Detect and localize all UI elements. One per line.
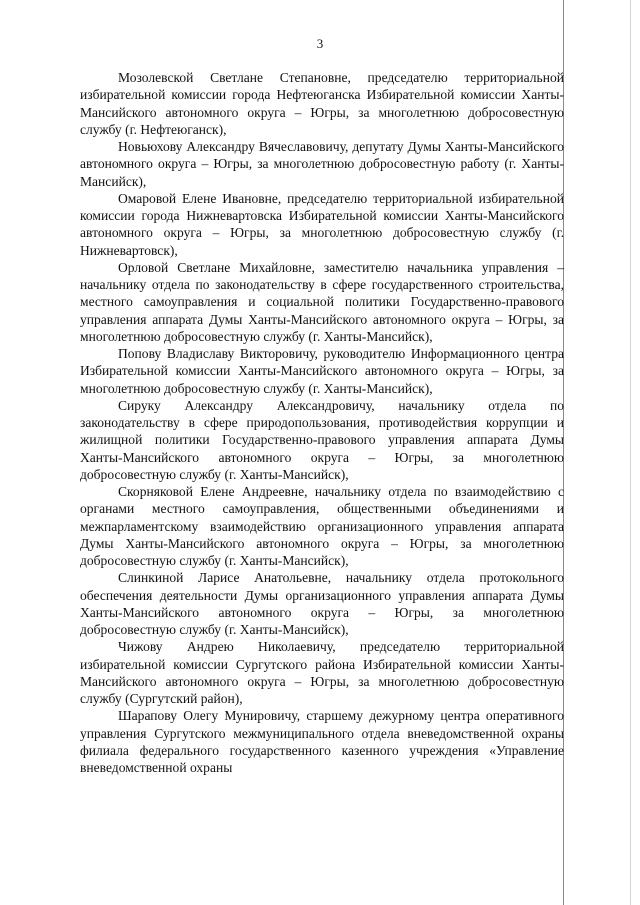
award-paragraph-chizhov: Чижову Андрею Николаевичу, председателю территориальной избирательной комиссии Сургутского района Избирательной комиссии Ханты-Мансийского автономного округа – Югры, за многолетнюю добросовестную службу (Сургутский район), xyxy=(80,639,564,706)
document-body xyxy=(80,69,564,776)
award-paragraph-popov: Попову Владиславу Викторовичу, руководителю Информационного центра Избирательной комиссии Ханты-Мансийского автономного округа – Югры, за многолетнюю добросовестную службу (г. Ханты-Мансийск), xyxy=(80,346,564,396)
award-paragraph-mozolevskaya: Мозолевской Светлане Степановне, председателю территориальной избирательной комиссии города Нефтеюганска Избирательной комиссии Ханты-Мансийского автономного округа – Югры, за многолетнюю добросовестную службу (г. Нефтеюганск), xyxy=(80,70,564,137)
award-paragraph-sharapov: Шарапову Олегу Мунировичу, старшему дежурному центра оперативного управления Сургутского межмуниципального отдела вневедомственной охраны филиала федерального государственного казенного учреждения «Управление вневедомственной охраны xyxy=(80,708,564,775)
scan-edge-line xyxy=(630,0,631,905)
award-paragraph-orlova: Орловой Светлане Михайловне, заместителю начальника управления – начальнику отдела по законодательству в сфере государственного строительства, местного самоуправления и социальной политики Государственно-правового управления аппарата Думы Ханты-Мансийского автономного округа – Югры, за многолетнюю добросовестную службу (г. Ханты-Мансийск), xyxy=(80,259,564,344)
award-paragraph-siruk: Сируку Александру Александровичу, начальнику отдела по законодательству в сфере природопользования, противодействия коррупции и жилищной политики Государственно-правового управления аппарата Думы Ханты-Мансийского автономного округа – Югры, за многолетнюю добросовестную службу (г. Ханты-Мансийск), xyxy=(80,397,564,482)
page-number: 3 xyxy=(316,36,324,51)
award-paragraph-novyukhov: Новьюхову Александру Вячеславовичу, депутату Думы Ханты-Мансийского автономного округа – Югры, за многолетнюю добросовестную работу (г. Ханты-Мансийск), xyxy=(80,139,564,189)
award-paragraph-omarova: Омаровой Елене Ивановне, председателю территориальной избирательной комиссии города Нижневартовска Избирательной комиссии Ханты-Мансийского автономного округа – Югры, за многолетнюю добросовестную службу (г. Нижневартовск), xyxy=(80,190,564,258)
award-paragraph-slinkina: Слинкиной Ларисе Анатольевне, начальнику отдела протокольного обеспечения деятельности Думы организационного управления аппарата Думы Ханты-Мансийского автономного округа – Югры, за многолетнюю добросовестную службу (г. Ханты-Мансийск), xyxy=(80,570,564,637)
award-paragraph-skornyakova: Скорняковой Елене Андреевне, начальнику отдела по взаимодействию с органами местного самоуправления, общественными объединениями и межпарламентскому взаимодействию организационного управления аппарата Думы Ханты-Мансийского автономного округа – Югры, за многолетнюю добросовестную службу (г. Ханты-Мансийск), xyxy=(80,484,564,568)
